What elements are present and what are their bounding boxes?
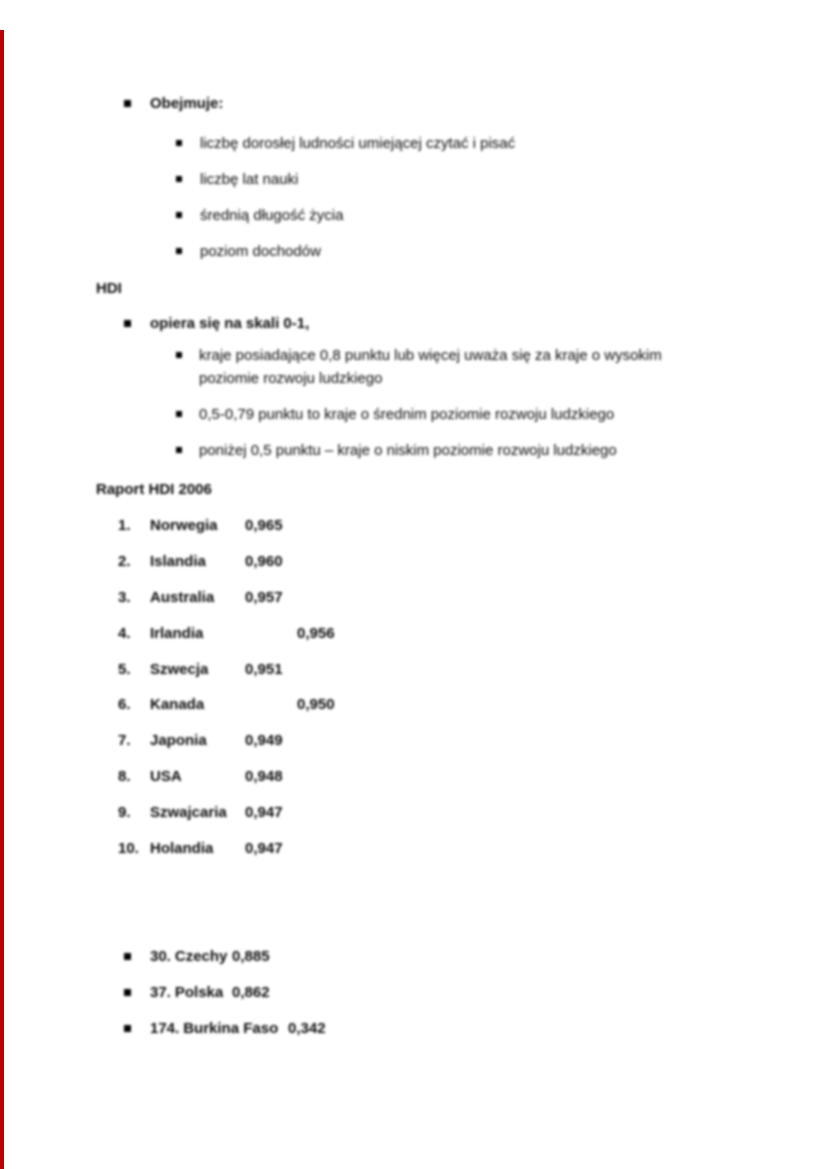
obejmuje-title: Obejmuje: [150,94,224,112]
list-item [176,439,676,462]
list-item-text: poziom dochodów [200,242,321,260]
country-name: Kanada [150,696,205,714]
hdi-value: 0,885 [232,947,270,965]
ranking-bullet-row [124,1010,326,1046]
list-item-text: poniżej 0,5 punktu – kraje o niskim poziomie rozwoju ludzkiego [199,442,617,459]
hdi-value: 0,947 [245,839,283,857]
list-item [176,233,515,269]
hdi-value: 0,957 [245,588,283,606]
ranking-row [118,759,283,795]
rank-number: 7. [118,732,131,750]
list-item [176,197,515,233]
hdi-scale-bullet [124,305,309,341]
list-item-text: liczbę dorosłej ludności umiejącej czytać i pisać [200,134,516,152]
rank-number: 3. [118,588,131,606]
list-item [176,161,515,197]
hdi-value: 0,948 [245,767,283,785]
country-name: USA [150,767,182,785]
list-item-text: kraje posiadające 0,8 punktu lub więcej uważa się za kraje o wysokim poziomie rozwoju ludzkiego [199,347,662,387]
country-name: Norwegia [150,517,218,535]
ranking-row [118,723,283,759]
country-name: Japonia [150,732,207,750]
rank-number: 5. [118,660,131,678]
rank-number: 9. [118,803,131,821]
country-name: Irlandia [150,624,204,642]
list-item [176,125,515,161]
square-bullet-icon [124,989,131,996]
rank-number: 8. [118,767,131,785]
ranking-bullet-row [124,974,278,1010]
square-bullet-icon [124,1025,131,1032]
rank-number: 6. [118,696,131,714]
country-name: Polska [174,983,224,1001]
square-bullet-icon [124,953,131,960]
rank-and-country [150,1020,278,1037]
rank-number: 1. [118,517,131,535]
square-bullet-icon [176,212,182,218]
hdi-value: 0,862 [232,983,270,1001]
square-bullet-icon [176,411,182,417]
rank-and-country [150,984,223,1001]
rank-number: 37. [150,983,171,1001]
hdi-value: 0,947 [245,803,283,821]
square-bullet-icon [176,176,182,182]
list-item [176,344,676,390]
obejmuje-items-list [176,125,515,269]
section-obejmuje-heading [124,85,223,121]
hdi-section-title: HDI [96,279,122,297]
hdi-value: 0,950 [297,696,335,714]
country-name: Australia [150,588,215,606]
hdi-levels-list [176,344,676,475]
rank-number: 4. [118,624,131,642]
square-bullet-icon [124,320,131,327]
list-item [176,403,676,426]
hdi-value: 0,956 [297,624,335,642]
hdi-scale-text: opiera się na skali 0-1, [150,314,310,332]
rank-number: 174. [150,1019,180,1037]
hdi-value: 0,951 [245,660,283,678]
list-item-text: średnią długość życia [200,206,344,224]
country-name: Szwajcaria [150,803,227,821]
country-name: Islandia [150,553,206,571]
ranking-row [118,794,283,830]
ranking-row [118,651,283,687]
square-bullet-icon [176,352,182,358]
list-item-text: 0,5-0,79 punktu to kraje o średnim poziomie rozwoju ludzkiego [199,406,615,423]
square-bullet-icon [124,100,131,107]
square-bullet-icon [176,248,182,254]
hdi-value: 0,949 [245,732,283,750]
list-item-text: liczbę lat nauki [200,170,299,188]
square-bullet-icon [176,447,182,453]
rank-number: 2. [118,553,131,571]
country-name: Holandia [150,839,214,857]
hdi-lower-ranks-list [124,938,326,1046]
country-name: Czechy [174,947,228,965]
hdi-ranking-list [118,508,335,866]
country-name: Burkina Faso [183,1019,279,1037]
rank-number: 10. [118,839,139,857]
ranking-row [118,508,283,544]
ranking-row [118,544,283,580]
country-name: Szwecja [150,660,209,678]
hdi-value: 0,965 [245,517,283,535]
rank-number: 30. [150,947,171,965]
ranking-row [118,580,283,616]
rank-and-country [150,948,227,965]
ranking-row [118,830,283,866]
ranking-row [118,615,335,651]
ranking-bullet-row [124,938,278,974]
square-bullet-icon [176,140,182,146]
hdi-value: 0,960 [245,553,283,571]
hdi-value: 0,342 [288,1019,326,1037]
ranking-row [118,687,335,723]
raport-section-title: Raport HDI 2006 [96,480,212,498]
